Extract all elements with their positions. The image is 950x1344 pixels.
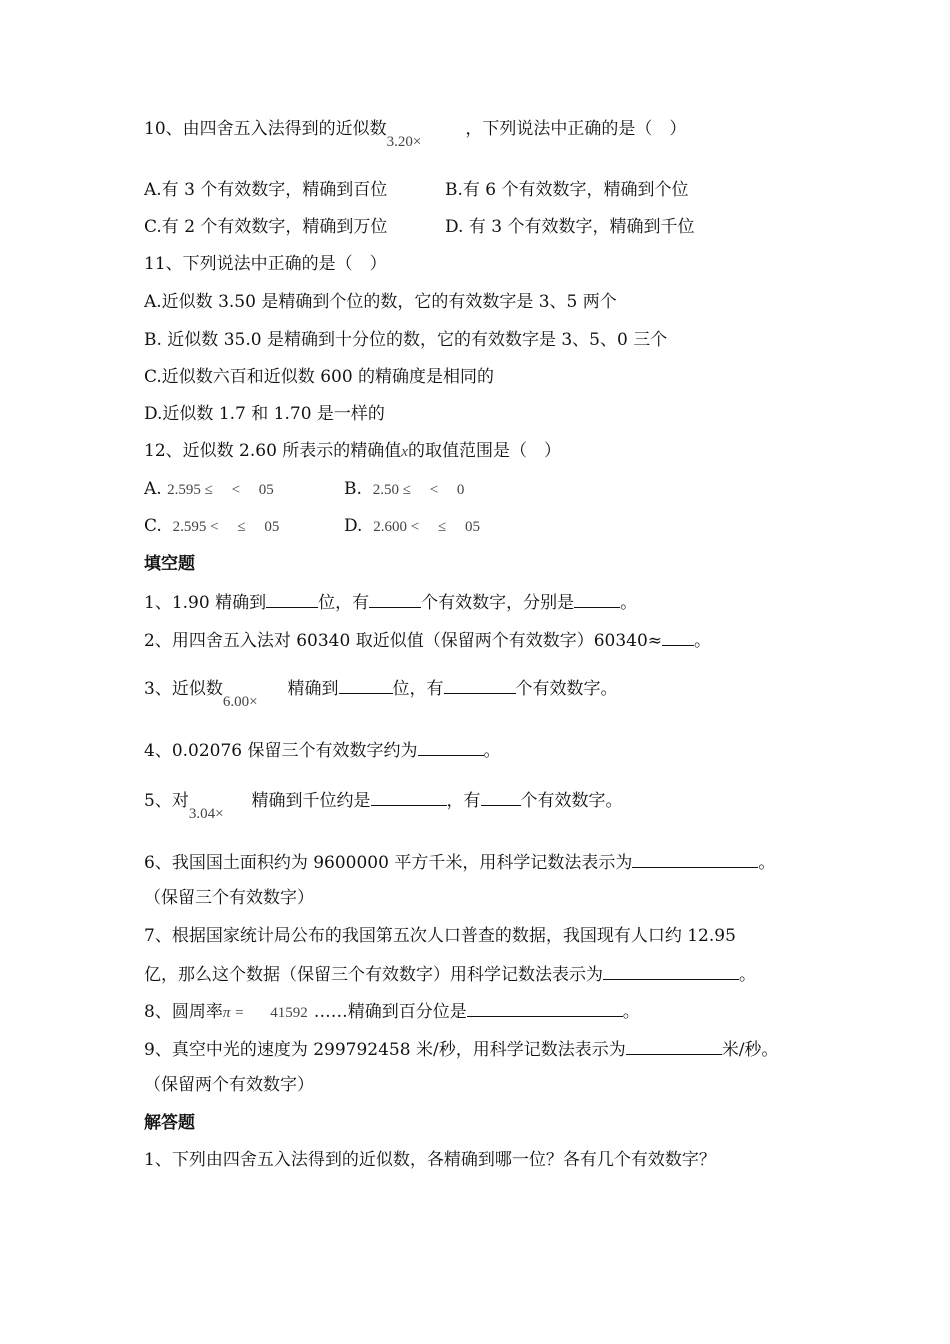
text: 精确到千位约是 (251, 791, 371, 811)
question-12-options-row2 (144, 515, 480, 538)
option-a-label: A. (144, 479, 162, 499)
text: 个有效数字，分别是 (421, 593, 575, 613)
fill-question-8 (144, 999, 640, 1024)
text: 9、真空中光的速度为 299792458 米/秒，用科学记数法表示为 (144, 1040, 626, 1060)
answer-blank[interactable] (418, 738, 484, 756)
option-a: A.近似数 3.50 是精确到个位的数，它的有效数字是 3、5 两个 (144, 292, 617, 312)
text: 个有效数字。 (520, 791, 623, 811)
text: 2、用四舍五入法对 60340 取近似值（保留两个有效数字）60340≈ (144, 631, 663, 651)
fill-question-2 (144, 628, 711, 652)
text: 1、1.90 精确到 (144, 593, 267, 613)
option-a: A.有 3 个有效数字，精确到百位 (144, 180, 388, 200)
math-variable: x (401, 444, 408, 460)
text: 。 (622, 1002, 640, 1022)
text: 5、对 (144, 791, 189, 811)
question-12-suffix: 的取值范围是（ ） (407, 441, 561, 461)
question-10-options-row2 (144, 216, 695, 238)
text: 。 (620, 593, 638, 613)
text: 位，有 (318, 593, 370, 613)
fill-question-7: 7、根据国家统计局公布的我国第五次人口普查的数据，我国现有人口约 12.95 (144, 926, 736, 946)
text: ……精确到百分位是 (313, 1002, 467, 1022)
fill-question-1 (144, 590, 637, 614)
text: 6、我国国土面积约为 9600000 平方千米，用科学记数法表示为 (144, 853, 633, 873)
text: 位，有 (392, 679, 444, 699)
option-b (344, 478, 464, 501)
text: 。 (483, 741, 501, 761)
answer-blank[interactable] (481, 788, 521, 806)
section-heading-fill: 填空题 (144, 554, 195, 574)
option-c: C.近似数六百和近似数 600 的精确度是相同的 (144, 367, 495, 387)
text: 米/秒。 (721, 1040, 779, 1060)
question-10-options-row1 (144, 179, 689, 201)
question-10 (144, 118, 687, 150)
text: 亿，那么这个数据（保留三个有效数字）用科学记数法表示为 (144, 965, 603, 985)
question-11-stem: 11、下列说法中正确的是（ ） (144, 254, 387, 274)
fill-question-7-cont (144, 962, 756, 986)
text: 。 (694, 631, 712, 651)
math-expression: 6.00× (222, 694, 258, 710)
answer-blank[interactable] (369, 590, 421, 608)
option-c: C.有 2 个有效数字，精确到万位 (144, 217, 388, 237)
answer-blank[interactable] (603, 962, 739, 980)
text: 3、近似数 (144, 679, 223, 699)
question-12-options-row1 (144, 478, 465, 501)
fill-question-9-note: （保留两个有效数字） (144, 1075, 314, 1095)
option-d-math: 2.600 < ≤ 05 (373, 519, 480, 535)
text: 。 (758, 853, 776, 873)
answer-blank[interactable] (371, 788, 447, 806)
math-digits: 41592 (270, 1005, 308, 1021)
option-b: B.有 6 个有效数字，精确到个位 (445, 180, 689, 200)
option-d: D. 有 3 个有效数字，精确到千位 (445, 217, 695, 237)
fill-question-4 (144, 738, 501, 762)
fill-question-9 (144, 1037, 778, 1061)
answer-blank[interactable] (662, 628, 694, 646)
option-d-label: D. (344, 516, 363, 536)
question-12-stem: 12、近似数 2.60 所表示的精确值 (144, 441, 402, 461)
answer-blank[interactable] (266, 590, 318, 608)
question-12 (144, 440, 561, 463)
option-b-math: 2.50 ≤ < 0 (372, 482, 465, 498)
text: ，有 (446, 791, 481, 811)
text: 个有效数字。 (515, 679, 618, 699)
text: 4、0.02076 保留三个有效数字约为 (144, 741, 418, 761)
fill-question-6-note: （保留三个有效数字） (144, 888, 314, 908)
math-expression: 3.04× (188, 806, 224, 822)
question-10-suffix: ，下列说法中正确的是（ ） (465, 119, 687, 139)
fill-question-3 (144, 676, 618, 710)
answer-blank[interactable] (339, 676, 393, 694)
answer-blank[interactable] (444, 676, 516, 694)
answer-blank[interactable] (632, 850, 758, 868)
option-b-label: B. (344, 479, 362, 499)
answer-blank[interactable] (626, 1037, 722, 1055)
answer-blank[interactable] (467, 999, 623, 1017)
question-10-stem: 10、由四舍五入法得到的近似数 (144, 119, 387, 139)
math-expression: π = (222, 1005, 245, 1021)
answer-question-1: 1、下列由四舍五入法得到的近似数，各精确到哪一位？各有几个有效数字？ (144, 1150, 716, 1170)
option-c-math: 2.595 < ≤ 05 (172, 519, 280, 535)
text: 。 (739, 965, 756, 985)
fill-question-6 (144, 850, 775, 874)
option-b: B. 近似数 35.0 是精确到十分位的数，它的有效数字是 3、5、0 三个 (144, 330, 668, 350)
option-a-math: 2.595 ≤ < 05 (167, 482, 274, 498)
option-d: D.近似数 1.7 和 1.70 是一样的 (144, 404, 385, 424)
section-heading-answer: 解答题 (144, 1113, 195, 1133)
answer-blank[interactable] (574, 590, 620, 608)
option-c-label: C. (144, 516, 162, 536)
math-expression: 3.20× (386, 134, 422, 150)
text: 精确到 (287, 679, 339, 699)
text: 8、圆周率 (144, 1002, 223, 1022)
option-d (344, 515, 480, 538)
fill-question-5 (144, 788, 623, 822)
